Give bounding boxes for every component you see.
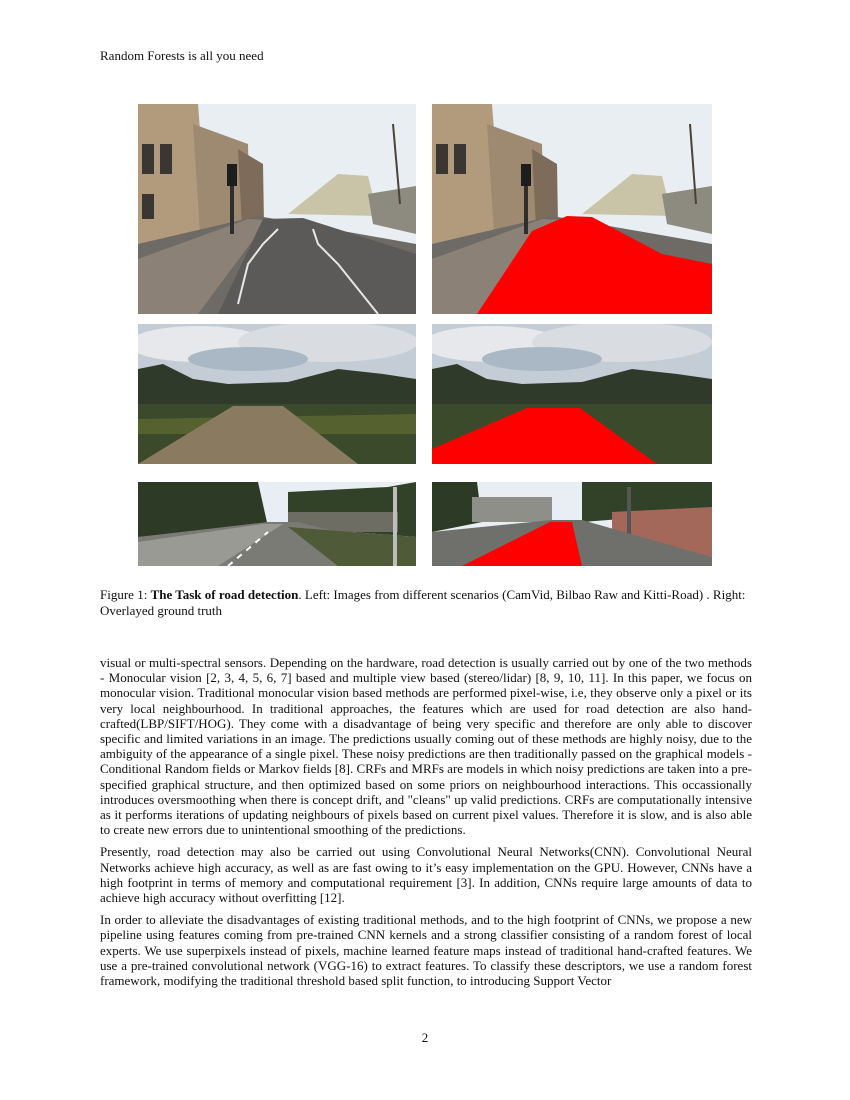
camvid-image <box>138 104 416 314</box>
running-title: Random Forests is all you need <box>100 48 264 63</box>
kitti-ground-truth <box>432 482 712 566</box>
figure-title: The Task of road detection <box>150 587 299 602</box>
page-number: 2 <box>421 1030 429 1045</box>
figure-caption <box>100 587 752 619</box>
kitti-image <box>138 482 416 566</box>
bilbao-ground-truth <box>432 324 712 464</box>
figure-row-bilbao <box>138 324 712 464</box>
paragraph: In order to alleviate the disadvantages of existing traditional methods, and to the high footprint of CNNs, we propose a new pipeline using features coming from pre-trained CNN kernels and a strong classifier consisting of a random forest of local experts. We use superpixels instead of pixels, machine learned feature maps instead of traditional hand-crafted features. We use a pre-trained convolutional network (VGG-16) to extract features. To classify these descriptors, we use a random forest framework, modifying the traditional threshold based split function, to introducing Support Vector <box>100 912 752 989</box>
figure-caption-text: . Left: Images from different scenarios (CamVid, Bilbao Raw and Kitti-Road) . Right: Overlayed ground truth <box>100 587 746 618</box>
body-text <box>100 655 752 995</box>
figure-label: Figure 1: <box>100 587 148 602</box>
paragraph: visual or multi-spectral sensors. Depending on the hardware, road detection is usually carried out by one of the two methods - Monocular vision [2, 3, 4, 5, 6, 7] based and multiple view based (stereo/lidar) [8, 9, 10, 11]. In this paper, we focus on monocular vision. Traditional monocular vision based methods are performed pixel-wise, i.e, they observe only a pixel or its very local neighbourhood. In traditional approaches, the features which are used for road detection are also hand-crafted(LBP/SIFT/HOG). They come with a disadvantage of being very specific and therefore are only able to discover specific and limited variations in an image. The predictions usually coming out of these methods are highly noisy, due to the ambiguity of the appearance of a single pixel. These noisy predictions are then traditionally passed on the graphical models - Conditional Random fields or Markov fields [8]. CRFs and MRFs are models in which noisy predictions are taken into a pre-specified graphical structure, and then optimized based on some priors on neighbourhood interactions. This occassionally introduces oversmoothing when there is concept drift, and "cleans" up valid predictions. CRFs are computationally intensive as it performs iterations of updating neighbours of pixels based on current pixel values. Therefore it is slow, and is also able to create new errors due to unintentional smoothing of the predictions. <box>100 655 752 838</box>
camvid-ground-truth <box>432 104 712 314</box>
figure-row-camvid <box>138 104 712 314</box>
bilbao-image <box>138 324 416 464</box>
figure-row-kitti <box>138 482 712 566</box>
paragraph: Presently, road detection may also be carried out using Convolutional Neural Networks(CNN). Convolutional Neural Networks achieve high accuracy, as well as are fast owing to it’s easy implementation on the GPU. However, CNNs have a high footprint in terms of memory and computational requirement [3]. In addition, CNNs require large amounts of data to achieve high accuracy without overfitting [12]. <box>100 844 752 906</box>
